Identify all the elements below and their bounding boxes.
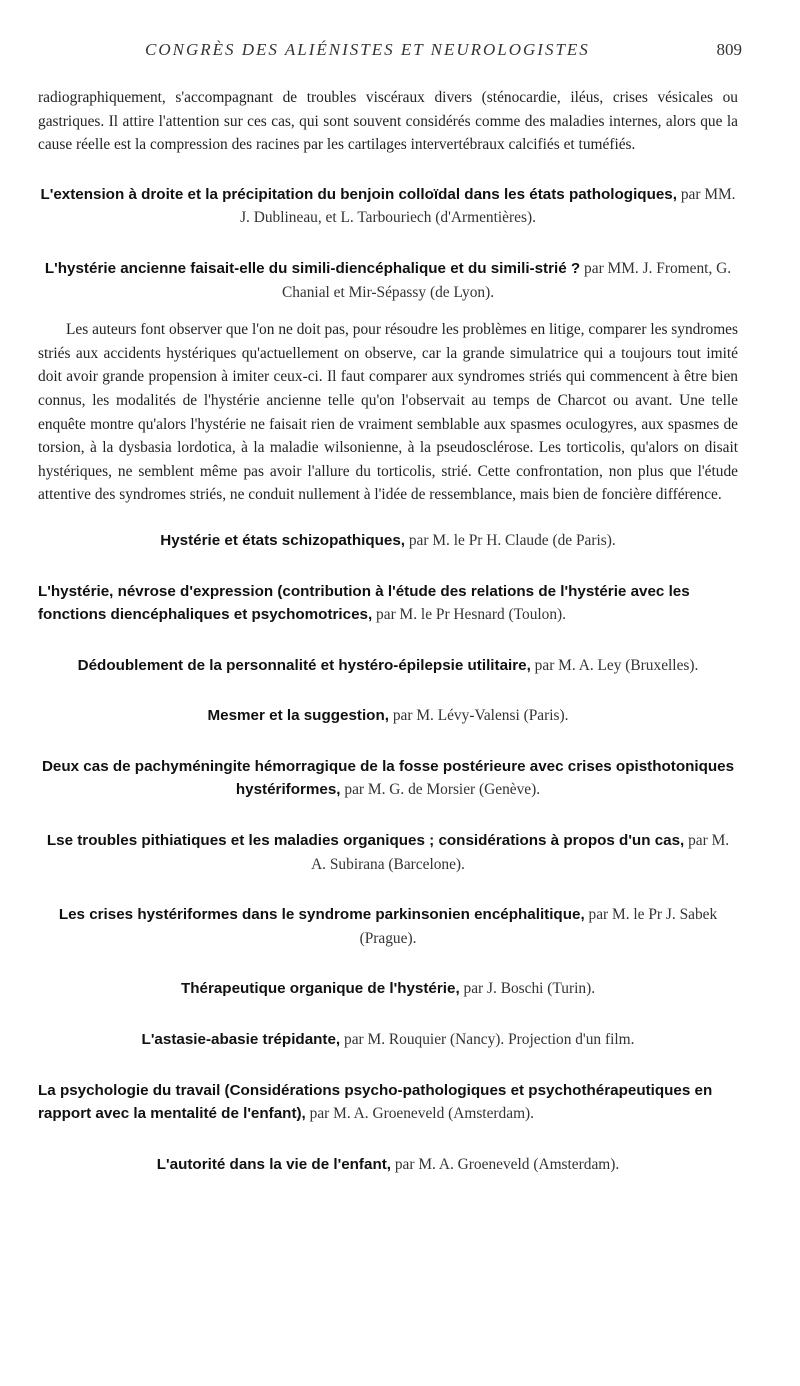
entry-title: L'hystérie ancienne faisait-elle du simili-diencéphalique et du simili-strié ? bbox=[44, 259, 581, 277]
entry-autorite-enfant bbox=[38, 1153, 738, 1177]
entry-title: Dédoublement de la personnalité et hystéro-épilepsie utilitaire, bbox=[77, 656, 531, 674]
entry-authors: par J. Boschi (Turin). bbox=[459, 980, 596, 998]
entry-nevrose-expression bbox=[38, 580, 738, 627]
entry-authors: par MM. J. Froment, G. Chanial et Mir-Sépassy (de Lyon). bbox=[281, 259, 732, 301]
entry-pachymeningite bbox=[38, 755, 738, 802]
entry-schizopathiques bbox=[38, 529, 738, 553]
entry-authors: par M. A. Ley (Bruxelles). bbox=[530, 656, 699, 674]
entry-title: Deux cas de pachyméningite hémorragique de la fosse postérieure avec crises opisthotoniques hystériformes, bbox=[41, 757, 735, 799]
page-number: 809 bbox=[716, 40, 742, 59]
entry-authors: par M. A. Subirana (Barcelone). bbox=[311, 832, 730, 873]
entry-astasie-abasie bbox=[38, 1028, 738, 1052]
entry-authors: par M. Rouquier (Nancy). Projection d'un film. bbox=[340, 1031, 635, 1049]
entry-title: L'extension à droite et la précipitation du benjoin colloïdal dans les états pathologiques, bbox=[40, 185, 677, 203]
entry-title: L'autorité dans la vie de l'enfant, bbox=[156, 1155, 391, 1173]
entry-title: Hystérie et états schizopathiques, bbox=[160, 531, 406, 549]
entry-title: L'astasie-abasie trépidante, bbox=[141, 1031, 341, 1049]
entry-authors: par M. A. Groeneveld (Amsterdam). bbox=[305, 1105, 535, 1123]
entry-title: L'hystérie, névrose d'expression (contribution à l'étude des relations de l'hystérie avec les fonctions diencéphaliques et psychomotrices, bbox=[38, 582, 690, 624]
entry-mesmer bbox=[38, 704, 738, 728]
intro-paragraph: radiographiquement, s'accompagnant de troubles viscéraux divers (sténocardie, iléus, crises vésicales ou gastriques. Il attire l'attention sur ces cas, qui sont souvent considérés comme des maladies internes, alors que la cause réelle est la compression des racines par les cartilages intervertébraux calcifiés et tuméfiés. bbox=[38, 89, 738, 154]
entry-authors: par M. le Pr H. Claude (de Paris). bbox=[405, 531, 616, 549]
entry-authors: par M. le Pr Hesnard (Toulon). bbox=[372, 606, 567, 624]
entry-authors: par M. le Pr J. Sabek (Prague). bbox=[359, 906, 718, 947]
entry-title: La psychologie du travail (Considérations psycho-pathologiques et psychothérapeutiques en rapport avec la mentalité de l'enfant), bbox=[38, 1081, 713, 1123]
entry-crises-hysteriformes bbox=[38, 903, 738, 950]
entry-therapeutique-organique bbox=[38, 977, 738, 1001]
entry-hysterie-ancienne bbox=[38, 257, 738, 304]
entry-title: Les crises hystériformes dans le syndrome parkinsonien encéphalitique, bbox=[58, 906, 585, 924]
entry-title: Thérapeutique organique de l'hystérie, bbox=[180, 980, 460, 998]
entry-troubles-pithiatiques bbox=[38, 829, 738, 876]
entry-benjoin-colloidal bbox=[38, 183, 738, 230]
entry-authors: par M. A. Groeneveld (Amsterdam). bbox=[391, 1155, 620, 1173]
page-content bbox=[38, 86, 738, 1203]
entry-title: Lse troubles pithiatiques et les maladies organiques ; considérations à propos d'un cas, bbox=[46, 832, 685, 850]
entry-title: Mesmer et la suggestion, bbox=[207, 707, 389, 725]
entry-psychologie-travail bbox=[38, 1079, 738, 1126]
entry-authors: par M. Lévy-Valensi (Paris). bbox=[388, 707, 569, 725]
entry-dedoublement bbox=[38, 654, 738, 678]
running-head bbox=[0, 40, 800, 64]
entry-authors: par MM. J. Dublineau, et L. Tarbouriech (d'Armentières). bbox=[240, 185, 736, 227]
body-paragraph: Les auteurs font observer que l'on ne doit pas, pour résoudre les problèmes en litige, comparer les syndromes striés aux accidents hystériques qu'actuellement on observe, car la grande simulatrice qui a toujours tout imité doit avoir grande propension à imiter ceux-ci. Il faut comparer aux syndromes striés qui commencent à être bien connus, les modalités de l'hystérie ancienne telle qu'on l'observait au temps de Charcot ou avant. Une telle enquête montre qu'alors l'hystérie ne faisait rien de vraiment semblable aux spasmes oculogyres, aux spasmes de torsion, à la dysbasia lordotica, à la maladie wilsonienne, à la pseudosclérose. Les torticolis, qu'alors on disait hystériques, ne semblent même pas avoir l'allure du torticolis, strié. Cette confrontation, non plus que l'étude attentive des syndromes striés, ne conduit nullement à l'idée de ressemblance, mais bien de foncière différence. bbox=[38, 321, 738, 504]
entry-authors: par M. G. de Morsier (Genève). bbox=[340, 781, 541, 799]
running-title: CONGRÈS DES ALIÉNISTES ET NEUROLOGISTES bbox=[145, 40, 590, 59]
